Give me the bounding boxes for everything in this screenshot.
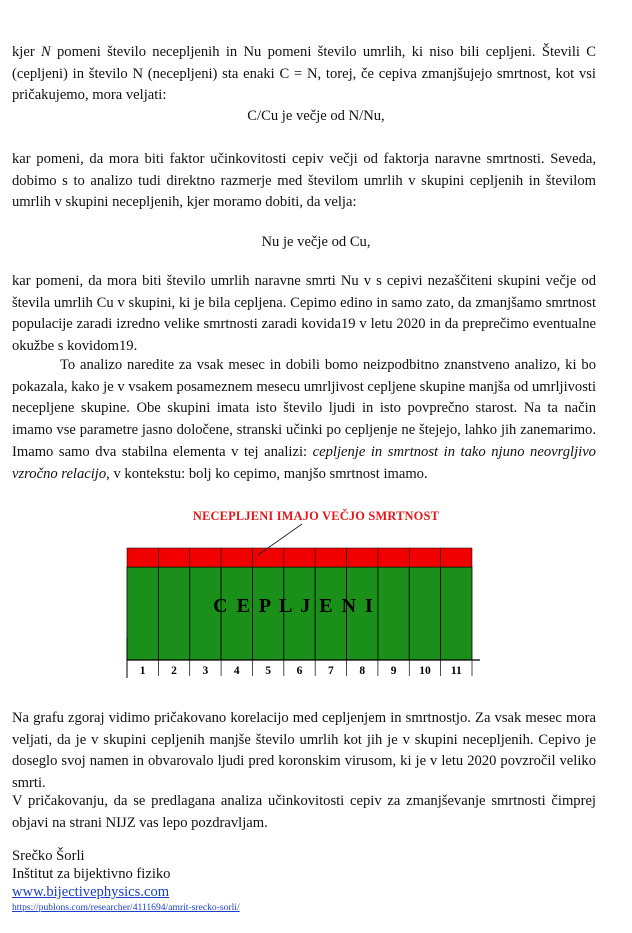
- bar-unvaccinated-1: [127, 548, 158, 567]
- tick-label-5: 5: [265, 665, 272, 677]
- paragraph-3: kar pomeni, da mora biti število umrlih naravne smrti Nu v s cepivi nezaščiteni skupini večje od števila umrlih Cu v skupini, ki je bila cepljena. Cepimo edino in samo zato, da zmanjšamo smrtnost populacije zaradi izredno velike smrtnosti zaradi kovida19 v letu 2020 in da preprečimo eventualne okužbe s kovidom19.: [12, 273, 596, 355]
- bar-vaccinated-11: [441, 567, 472, 660]
- website-link-text[interactable]: www.bijectivephysics.com: [12, 884, 170, 900]
- bar-unvaccinated-6: [284, 548, 315, 567]
- vaccinated-label: C E P L J E N I: [213, 595, 375, 617]
- equation-1: C/Cu je večje od N/Nu,: [247, 108, 385, 124]
- bar-vaccinated-10: [409, 567, 440, 660]
- p1-start: kjer: [12, 44, 41, 60]
- paragraph-4: [12, 355, 596, 485]
- tick-label-8: 8: [359, 665, 366, 677]
- bar-unvaccinated-11: [441, 548, 472, 567]
- bar-unvaccinated-7: [315, 548, 346, 567]
- tick-label-9: 9: [390, 665, 397, 677]
- p1-variable: N: [40, 44, 51, 60]
- tick-label-7: 7: [327, 665, 334, 677]
- tick-label-1: 1: [139, 665, 146, 677]
- signature-institute: Inštitut za bijektivno fiziko: [12, 866, 171, 882]
- bar-vaccinated-9: [378, 567, 409, 660]
- chart-title: NECEPLJENI IMAJO VEČJO SMRTNOST: [192, 509, 440, 523]
- website-link[interactable]: [12, 884, 169, 902]
- paragraph-5: Na grafu zgoraj vidimo pričakovano korelacijo med cepljenjem in smrtnostjo. Za vsak mesec mora veljati, da je v skupini cepljenih manjše število umrlih kot jih je v skupini necepljenih. Cepivo je doseglo svoj namen in obvarovalo ljudi pred koronskim virusom, ki je v letu 2020 povzročil veliko smrti.: [12, 710, 596, 792]
- bar-unvaccinated-5: [252, 548, 283, 567]
- bar-vaccinated-2: [158, 567, 189, 660]
- bar-unvaccinated-4: [221, 548, 252, 567]
- tick-label-6: 6: [296, 665, 303, 677]
- publons-link-text[interactable]: https://publons.com/researcher/4111694/amrit-srecko-sorli/: [12, 902, 240, 913]
- p4-start: To analizo naredite za vsak mesec in dobili bomo neizpodbitno znanstveno analizo, ki bo pokazala, kako je v vsakem posameznem mesecu umrljivost cepljene skupine manjša od umrljivosti necepljene skupine. Obe skupini imata isto število ljudi in isto povprečno starost. Na ta način imamo vse parametre jasno določene, stranski učinki po cepljenje ne štejejo, lahko jih zanemarimo. Imamo samo dva stabilna elementa v tej analizi:: [12, 357, 596, 460]
- tick-label-11: 11: [450, 665, 462, 677]
- bar-unvaccinated-9: [378, 548, 409, 567]
- tick-label-4: 4: [233, 665, 240, 677]
- bar-unvaccinated-2: [158, 548, 189, 567]
- tick-label-10: 10: [419, 665, 431, 677]
- paragraph-2: kar pomeni, da mora biti faktor učinkovitosti cepiv večji od faktorja naravne smrtnosti. Seveda, dobimo s to analizo tudi direktno razmerje med številom umrlih v skupini cepljenih in številom umrlih v skupini necepljenih, kjer moramo dobiti, da velja:: [12, 151, 596, 211]
- p4-italic: cepljenje in smrtnost in tako njuno neovrgljivo vzročno relacijo: [12, 443, 596, 482]
- bar-unvaccinated-8: [347, 548, 378, 567]
- tick-label-3: 3: [202, 665, 209, 677]
- tick-label-2: 2: [171, 665, 177, 677]
- bar-chart: [0, 520, 632, 690]
- equation-2: Nu je večje od Cu,: [261, 234, 371, 250]
- paragraph-1: [12, 42, 596, 107]
- signature-name: Srečko Šorli: [12, 848, 85, 864]
- bar-unvaccinated-3: [190, 548, 221, 567]
- bar-vaccinated-1: [127, 567, 158, 660]
- publons-link[interactable]: [12, 900, 240, 914]
- p1-rest: pomeni število necepljenih in Nu pomeni število umrlih, ki niso bili cepljeni. Števili C (cepljeni) in število N (necepljeni) sta enaki C = N, torej, če cepiva zmanjšujejo smrtnost, kot vsi pričakujemo, mora veljati:: [12, 44, 596, 104]
- bar-unvaccinated-10: [409, 548, 440, 567]
- paragraph-6: V pričakovanju, da se predlagana analiza učinkovitosti cepiv za zmanjševanje smrtnosti čimprej objavi na strani NIJZ vas lepo pozdravljam.: [12, 793, 596, 831]
- p4-end: , v kontekstu: bolj ko cepimo, manjšo smrtnost imamo.: [106, 465, 428, 482]
